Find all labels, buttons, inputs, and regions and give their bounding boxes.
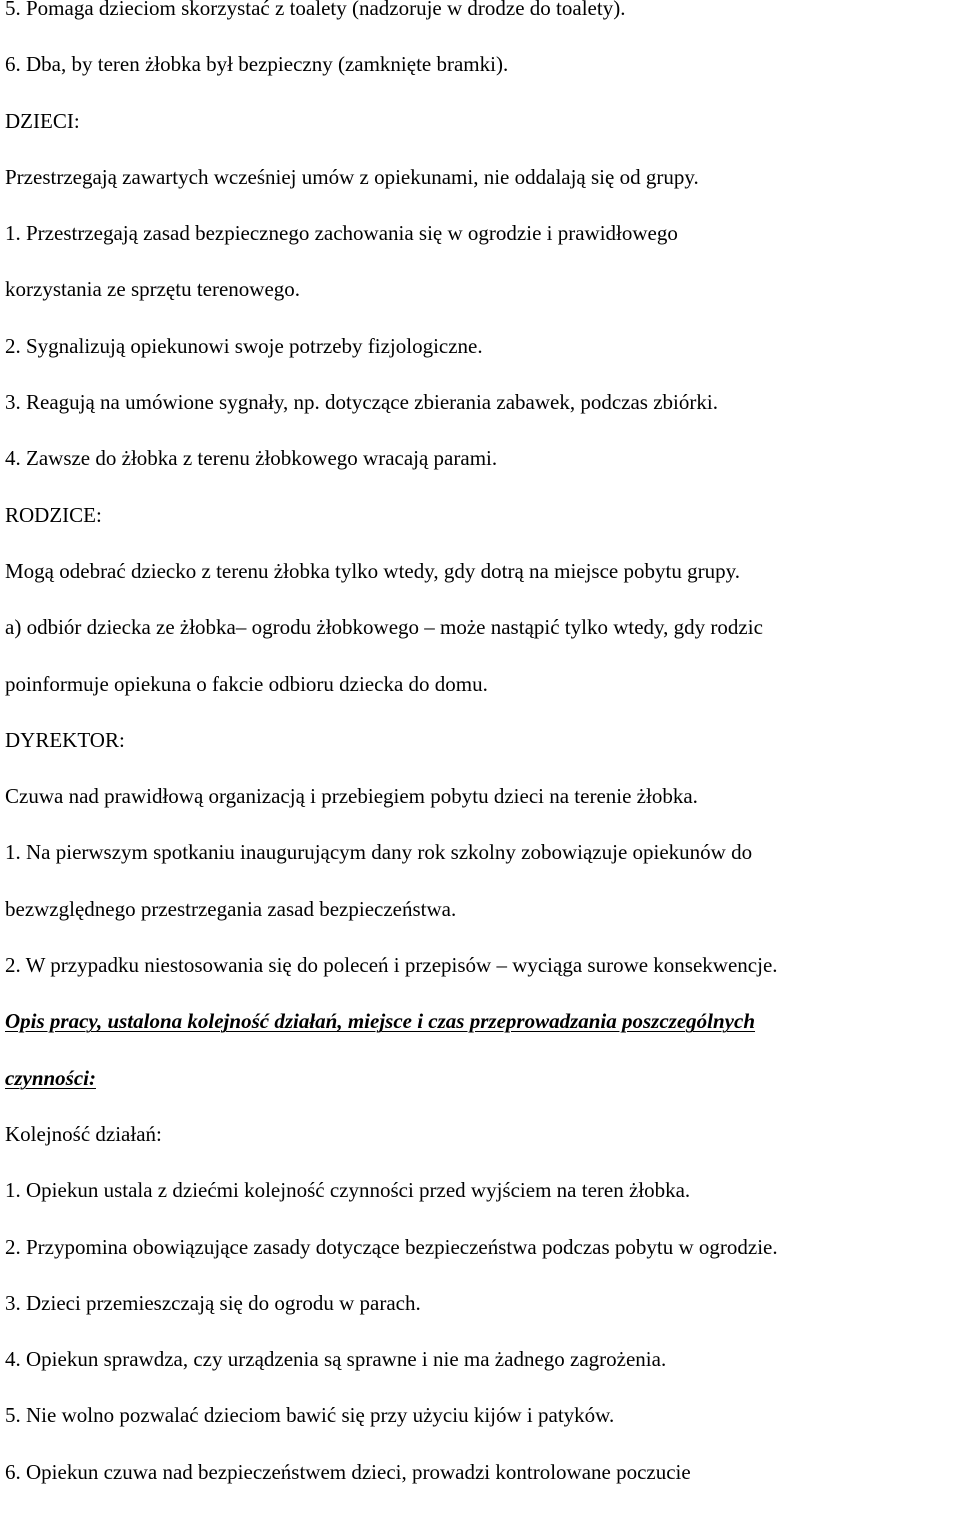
text-line: 5. Nie wolno pozwalać dzieciom bawić się przy użyciu kijów i patyków. (5, 1403, 615, 1428)
section-label-rodzice: RODZICE: (5, 502, 102, 527)
text-line: 2. W przypadku niestosowania się do poleceń i przepisów – wyciąga surowe konsekwencje. (5, 953, 778, 978)
section-label-dzieci: DZIECI: (5, 108, 80, 133)
text-line: Mogą odebrać dziecko z terenu żłobka tylko wtedy, gdy dotrą na miejsce pobytu grupy. (5, 558, 740, 583)
text-line: 5. Pomaga dzieciom skorzystać z toalety (nadzoruje w drodze do toalety). (5, 0, 626, 20)
text-line: 4. Opiekun sprawdza, czy urządzenia są sprawne i nie ma żadnego zagrożenia. (5, 1347, 667, 1372)
section-heading: Opis pracy, ustalona kolejność działań, miejsce i czas przeprowadzania poszczególnych (5, 1009, 756, 1034)
text-line: 3. Dzieci przemieszczają się do ogrodu w parach. (5, 1290, 421, 1315)
subsection-label: Kolejność działań: (5, 1121, 162, 1146)
text-line: 3. Reagują na umówione sygnały, np. dotyczące zbierania zabawek, podczas zbiórki. (5, 390, 718, 415)
text-line: 6. Dba, by teren żłobka był bezpieczny (zamknięte bramki). (5, 52, 509, 77)
text-line: 6. Opiekun czuwa nad bezpieczeństwem dzieci, prowadzi kontrolowane poczucie (5, 1459, 691, 1484)
text-line: korzystania ze sprzętu terenowego. (5, 277, 301, 302)
text-line: Przestrzegają zawartych wcześniej umów z opiekunami, nie oddalają się od grupy. (5, 164, 699, 189)
section-heading: czynności: (5, 1065, 96, 1090)
text-line: 1. Opiekun ustala z dziećmi kolejność czynności przed wyjściem na teren żłobka. (5, 1178, 691, 1203)
text-line: 1. Na pierwszym spotkaniu inaugurującym dany rok szkolny zobowiązuje opiekunów do (5, 840, 753, 865)
text-line: a) odbiór dziecka ze żłobka– ogrodu żłobkowego – może nastąpić tylko wtedy, gdy rodzic (5, 615, 763, 640)
text-line: 4. Zawsze do żłobka z terenu żłobkowego wracają parami. (5, 446, 498, 471)
text-line: 2. Przypomina obowiązujące zasady dotyczące bezpieczeństwa podczas pobytu w ogrodzie. (5, 1234, 778, 1259)
text-line: poinformuje opiekuna o fakcie odbioru dziecka do domu. (5, 671, 488, 696)
text-line: 1. Przestrzegają zasad bezpiecznego zachowania się w ogrodzie i prawidłowego (5, 221, 678, 246)
text-line: bezwzględnego przestrzegania zasad bezpieczeństwa. (5, 896, 457, 921)
text-line: Czuwa nad prawidłową organizacją i przebiegiem pobytu dzieci na terenie żłobka. (5, 784, 698, 809)
section-label-dyrektor: DYREKTOR: (5, 727, 125, 752)
document-body (5, 0, 960, 1514)
text-line: 2. Sygnalizują opiekunowi swoje potrzeby fizjologiczne. (5, 333, 483, 358)
